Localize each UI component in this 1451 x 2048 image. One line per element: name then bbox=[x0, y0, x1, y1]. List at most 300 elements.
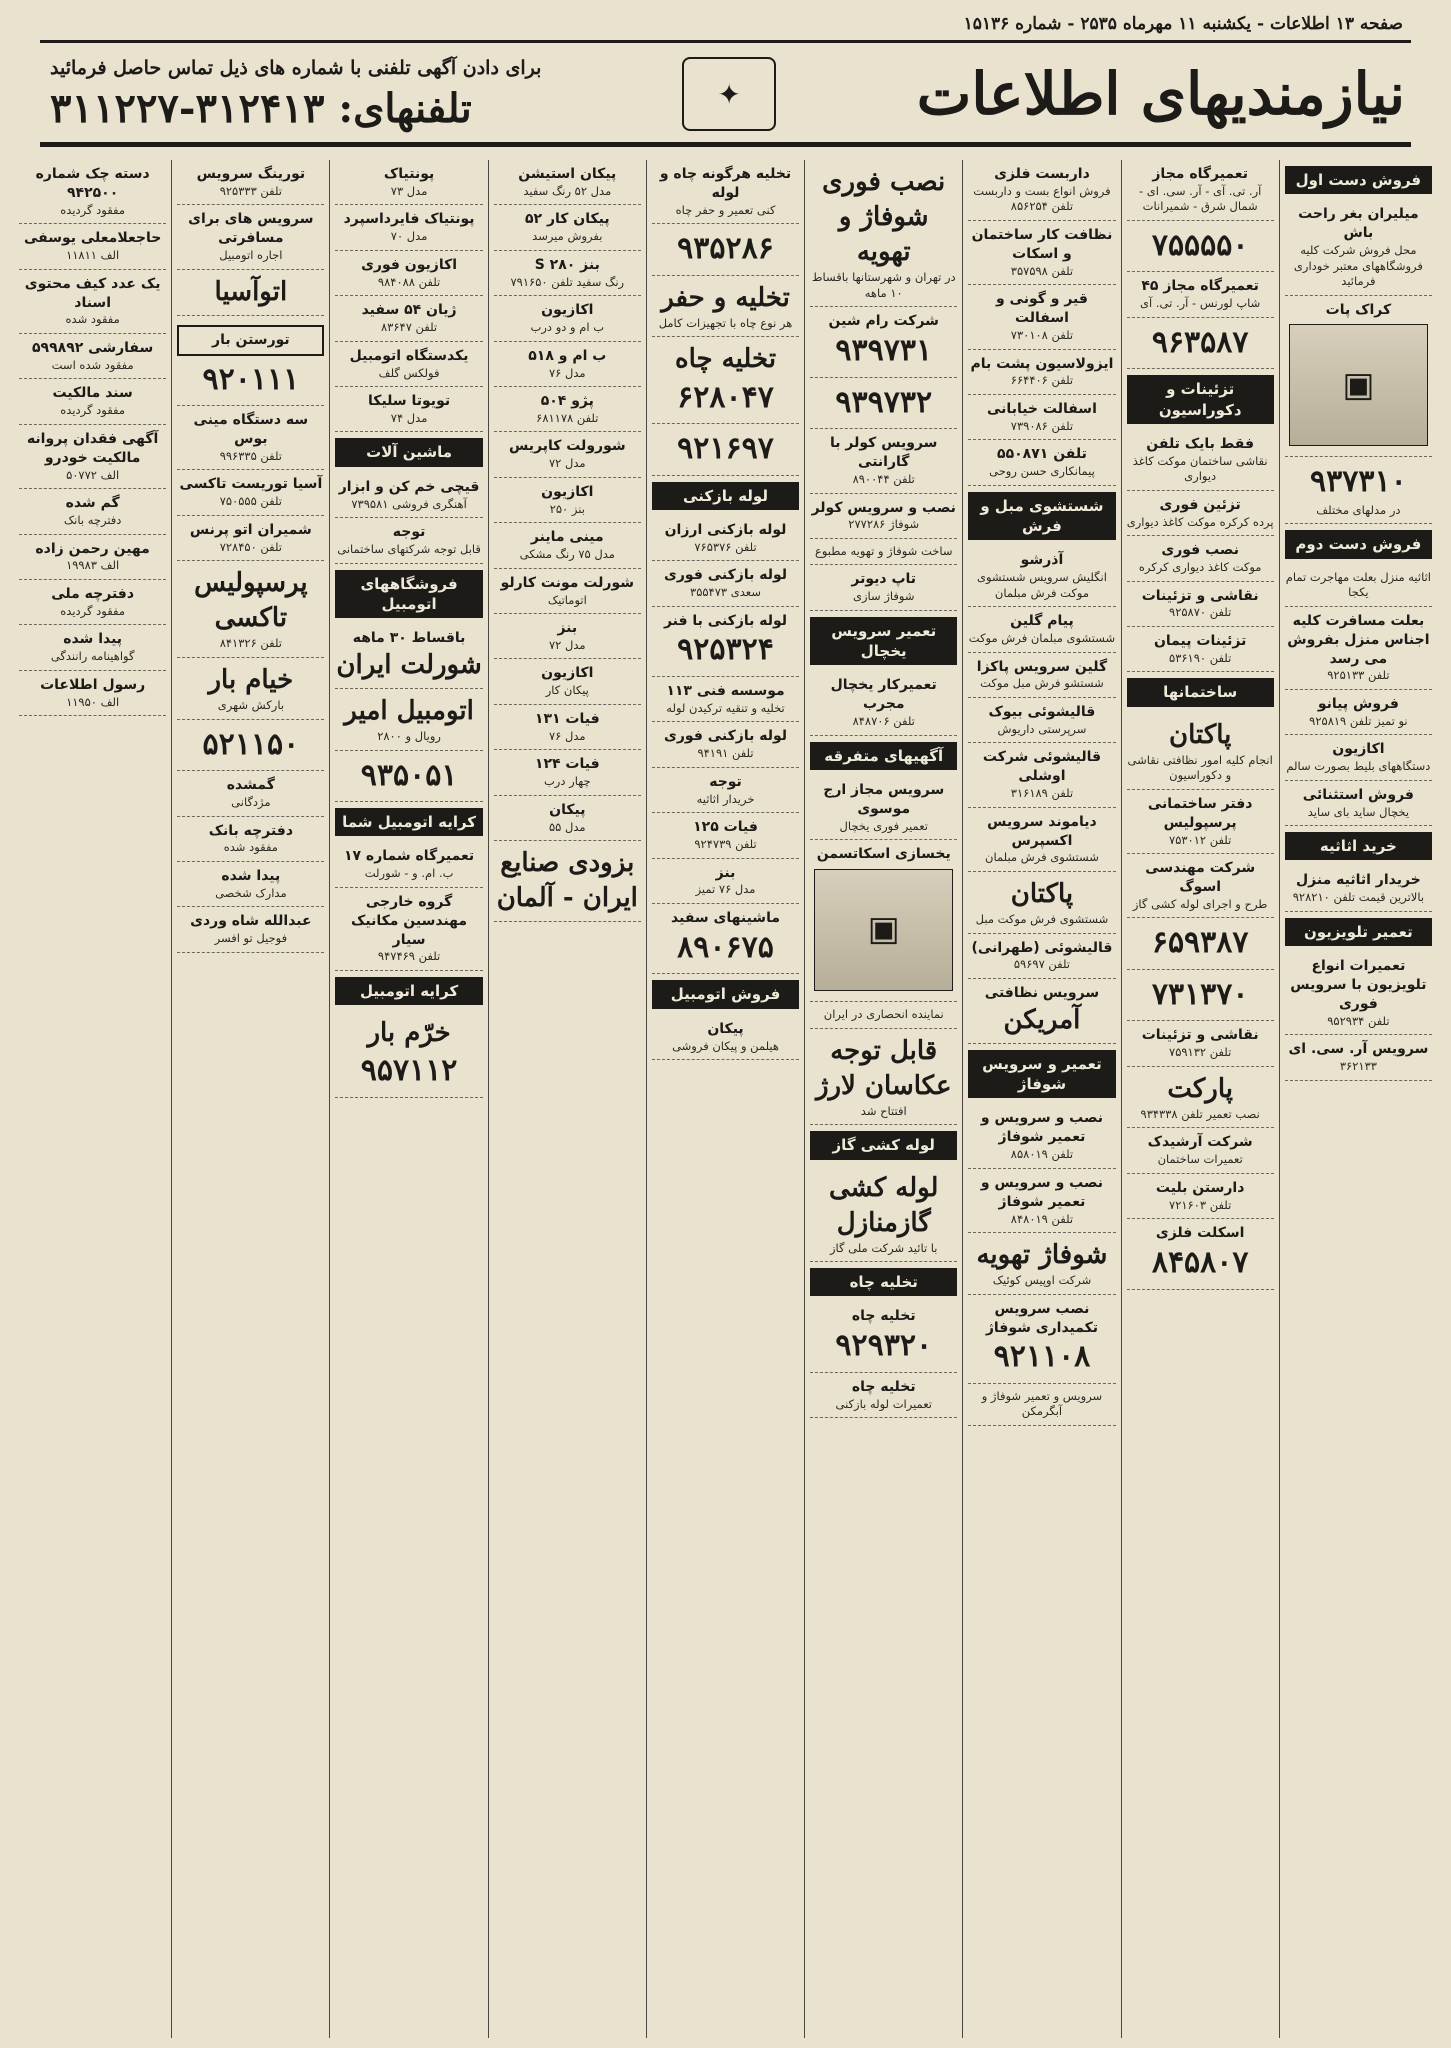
classified-ad bbox=[1127, 713, 1274, 790]
ad-phone-number: ۹۳۹۷۳۱ bbox=[835, 333, 933, 369]
boxed-ad-title: تورستن بار bbox=[177, 325, 324, 356]
ad-body: تلفن ۹۲۵۱۳۳ bbox=[1327, 668, 1390, 683]
ad-title: پیکان استیشن bbox=[518, 166, 617, 182]
product-image-icon: ▣ bbox=[1289, 324, 1428, 446]
ad-body: شوفاژ سازی bbox=[852, 589, 915, 604]
ad-body: مفقود شده bbox=[65, 312, 120, 327]
ad-title: تلفن ۵۵۰۸۷۱ bbox=[997, 446, 1087, 463]
ad-title: پیکان bbox=[549, 801, 586, 818]
ad-title: اسفالت خیابانی bbox=[987, 400, 1097, 417]
ad-body: شوفاژ ۲۷۷۲۸۶ bbox=[848, 517, 920, 532]
ad-title: پیام گلین bbox=[1010, 613, 1074, 630]
ad-headline: شوفاژ تهویه bbox=[976, 1240, 1108, 1271]
ad-title: گمشده bbox=[226, 777, 275, 794]
ad-body: نماینده انحصاری در ایران bbox=[823, 1007, 944, 1022]
classified-ad bbox=[177, 160, 324, 205]
ad-body: کنی تعمیر و حفر چاه bbox=[675, 202, 776, 217]
classified-ad bbox=[1285, 690, 1432, 735]
classified-ad bbox=[335, 518, 482, 563]
ad-title: یکدستگاه اتومبیل bbox=[349, 347, 469, 364]
ad-body: مدل ۵۲ رنگ سفید bbox=[523, 183, 612, 198]
classified-ad bbox=[968, 1233, 1115, 1295]
ad-title: آگهی فقدان پروانه مالکیت خودرو bbox=[26, 430, 159, 466]
ad-title: حاجعلامعلی یوسفی bbox=[23, 230, 162, 247]
classified-ad bbox=[494, 659, 641, 704]
ad-body: تعمیر فوری یخچال bbox=[839, 818, 928, 833]
phones-numbers: تلفنهای: ۳۱۲۴۱۳-۳۱۱۲۲۷ bbox=[50, 84, 472, 132]
ad-body: انگلیش سرویس شستشوی موکت فرش مبلمان bbox=[976, 570, 1107, 600]
classified-ad bbox=[494, 160, 641, 205]
classified-ad bbox=[335, 251, 482, 296]
classified-ad bbox=[335, 296, 482, 341]
classified-ad bbox=[177, 316, 324, 406]
ad-body: شاپ لورنس - آر. تی. آی bbox=[1140, 296, 1261, 311]
ad-title: توجه bbox=[709, 773, 742, 790]
masthead-title: نیازمندیهای اطلاعات bbox=[916, 60, 1405, 128]
ad-title: توجه bbox=[392, 524, 426, 541]
classified-ad bbox=[1127, 1128, 1274, 1173]
classified-ad bbox=[810, 1029, 957, 1126]
section-header: فروشگاههای اتومبیل bbox=[335, 570, 482, 619]
section-header: لوله بازکنی bbox=[652, 482, 799, 510]
ad-body: تلفن ۳۵۷۵۹۸ bbox=[1010, 263, 1074, 278]
classified-ad bbox=[177, 862, 324, 907]
ad-title: پیدا شده bbox=[221, 867, 281, 884]
classified-ad bbox=[968, 350, 1115, 395]
classified-columns bbox=[14, 160, 1437, 2038]
ad-title: گروه خارجی مهندسین مکانیک سیار bbox=[351, 893, 468, 948]
ad-body: تلفن ۹۸۴۰۸۸ bbox=[377, 274, 441, 289]
classified-ad bbox=[1127, 854, 1274, 918]
ad-headline: پاکتان bbox=[1168, 719, 1232, 750]
classified-ad bbox=[494, 750, 641, 795]
classified-ad bbox=[177, 658, 324, 720]
ad-body: تلفن ۷۵۰۵۵۵ bbox=[219, 494, 283, 509]
ad-body: تلفن ۹۴۷۴۶۹ bbox=[377, 949, 441, 964]
ad-body: پیمانکاری حسن روحی bbox=[989, 464, 1095, 479]
classified-ad bbox=[1127, 1174, 1274, 1219]
classified-ad bbox=[19, 535, 166, 580]
ad-body: محل فروش شرکت کلیه فروشگاههای معتبر خوداری فرمائید bbox=[1293, 243, 1423, 289]
classified-ad bbox=[652, 768, 799, 813]
ad-phone-number: ۷۵۵۵۵۰ bbox=[1151, 227, 1249, 263]
classified-ad bbox=[494, 342, 641, 387]
ad-headline: خیام بار bbox=[208, 665, 294, 695]
ad-headline: اتوآسیا bbox=[214, 276, 288, 307]
ad-phone-number: ۹۳۵۰۵۱ bbox=[360, 757, 458, 793]
ad-title: اکازیون فوری bbox=[361, 256, 458, 273]
ad-body: در تهران و شهرستانها باقساط ۱۰ ماهه bbox=[811, 270, 956, 300]
ad-body: فولکس گلف bbox=[378, 365, 440, 380]
classified-ad bbox=[1127, 491, 1274, 536]
masthead bbox=[40, 46, 1411, 147]
classified-ad bbox=[968, 546, 1115, 607]
classified-ad bbox=[335, 473, 482, 518]
classified-ad bbox=[652, 337, 799, 424]
ad-title: تعمیرگاه شماره ۱۷ bbox=[343, 848, 475, 865]
ad-title: نصب فوری bbox=[1161, 542, 1239, 559]
ad-body: ب. ام. و - شورلت bbox=[364, 866, 454, 881]
ad-title: پونتیاک bbox=[383, 166, 435, 182]
classified-ad bbox=[968, 160, 1115, 221]
ad-body: مفقود گردیده bbox=[60, 603, 125, 618]
ad-body: مدل ۷۰ bbox=[390, 229, 428, 244]
column-1 bbox=[1279, 160, 1437, 2038]
ad-body: الف ۱۹۹۸۳ bbox=[66, 558, 120, 573]
ad-body: فروش انواع بست و داربست تلفن ۸۵۶۲۵۴ bbox=[973, 183, 1111, 214]
column-2 bbox=[1121, 160, 1279, 2038]
column-8 bbox=[171, 160, 329, 2038]
ad-title: تخلیه چاه bbox=[851, 1308, 916, 1325]
classified-ad bbox=[1285, 565, 1432, 607]
ad-title: نصب و سرویس کولر bbox=[811, 499, 956, 516]
classified-ad bbox=[810, 1373, 957, 1418]
classified-ad bbox=[1127, 582, 1274, 627]
ad-headline: آمریکن bbox=[1003, 1004, 1081, 1035]
ad-body: تلفن ۹۲۴۷۳۹ bbox=[694, 837, 757, 852]
ad-title: شرکت رام شین bbox=[828, 313, 939, 330]
ad-body: نصب تعمیر تلفن ۹۳۴۳۳۸ bbox=[1140, 1106, 1260, 1121]
section-header: تعمیر سرویس یخچال bbox=[810, 617, 957, 666]
ad-title: دارستن بلیت bbox=[1155, 1179, 1245, 1196]
ad-title: تخلیه هرگونه چاه و لوله bbox=[659, 166, 792, 201]
classified-ad bbox=[494, 614, 641, 659]
ad-body: پیکان کار bbox=[545, 683, 589, 698]
ad-body: تلفن ۸۳۶۴۷ bbox=[381, 320, 438, 335]
ad-phone-number: ۷۳۱۳۷۰ bbox=[1151, 976, 1249, 1012]
ad-phone-number: ۹۵۷۱۱۲ bbox=[360, 1053, 458, 1089]
ad-body: شستشو فرش مبل موکت bbox=[980, 676, 1104, 691]
classified-ad bbox=[335, 387, 482, 432]
classified-ad bbox=[968, 743, 1115, 807]
ad-title: اکازیون bbox=[541, 302, 594, 319]
classified-ad bbox=[652, 607, 799, 677]
ad-phone-number: ۸۹۰۶۷۵ bbox=[677, 929, 774, 965]
classified-ad bbox=[1127, 790, 1274, 854]
ad-body: اثاثیه منزل بعلت مهاجرت تمام یکجا bbox=[1285, 569, 1432, 600]
ad-body: بفروش میرسد bbox=[532, 229, 603, 244]
ad-body: مژدگانی bbox=[231, 795, 271, 809]
ad-title: ب ام و ۵۱۸ bbox=[528, 347, 607, 364]
column-3 bbox=[962, 160, 1120, 2038]
classified-ad bbox=[968, 698, 1115, 743]
classified-ad bbox=[652, 276, 799, 338]
masthead-phones bbox=[40, 57, 541, 132]
ad-title: تزئین فوری bbox=[1159, 496, 1241, 513]
ad-body: مدل ۷۵ رنگ مشکی bbox=[519, 547, 615, 562]
ad-title: تعمیرگاه مجاز bbox=[1152, 166, 1248, 182]
ad-body: موکت کاغذ دیواری کرکره bbox=[1138, 560, 1262, 575]
ad-headline: پارکت bbox=[1167, 1073, 1233, 1104]
ad-title: قالیشوئی بیوک bbox=[988, 703, 1096, 720]
classified-ad bbox=[968, 1384, 1115, 1426]
ad-body: تلفن ۸۴۱۳۲۶ bbox=[219, 636, 283, 651]
classified-ad bbox=[968, 1169, 1115, 1233]
classified-ad bbox=[19, 334, 166, 379]
ad-title: سرویس آر. سی. ای bbox=[1288, 1041, 1429, 1058]
classified-ad bbox=[652, 722, 799, 767]
classified-ad bbox=[1127, 970, 1274, 1022]
classified-ad bbox=[652, 677, 799, 722]
classified-ad bbox=[810, 840, 957, 1002]
classified-ad bbox=[494, 569, 641, 614]
ad-body: دفترچه بانک bbox=[63, 513, 122, 527]
ad-body: تخلیه و تنقیه ترکیدن لوله bbox=[666, 700, 785, 715]
ad-title: سرویس های برای مسافرتی bbox=[188, 211, 314, 247]
ad-body: تلفن ۹۲۵۸۷۰ bbox=[1169, 605, 1232, 620]
classified-ad bbox=[1127, 627, 1274, 672]
ad-title: فقط بایک تلفن bbox=[1146, 435, 1255, 452]
ad-body: تلفن ۷۲۱۶۰۳ bbox=[1169, 1197, 1232, 1212]
classified-ad bbox=[810, 1302, 957, 1372]
ad-body: سعدی ۳۵۵۴۷۳ bbox=[690, 585, 761, 600]
classified-ad bbox=[19, 270, 166, 334]
ad-body: چهار درب bbox=[543, 774, 591, 789]
classified-ad bbox=[177, 406, 324, 470]
ad-title: بعلت مسافرت کلیه اجناس منزل بفروش می رسد bbox=[1287, 612, 1430, 667]
ad-title: نصب و سرویس و تعمیر شوفاژ bbox=[980, 1174, 1104, 1210]
ad-title: آذرشو bbox=[1020, 552, 1064, 569]
ad-title: سرویس مجاز ارج موسوی bbox=[823, 781, 945, 817]
ad-title: تعمیرگاه مجاز ۴۵ bbox=[1141, 278, 1259, 295]
ad-body: تلفن ۵۹۶۹۷ bbox=[1013, 957, 1071, 972]
ad-title: دیاموند سرویس اکسپرس bbox=[987, 813, 1097, 849]
ad-headline: قابل توجه عکاسان لارژ bbox=[815, 1035, 952, 1101]
classified-ad bbox=[652, 160, 799, 224]
classified-ad bbox=[494, 478, 641, 523]
ad-body: گواهینامه رانندگی bbox=[50, 649, 135, 664]
ad-title: دفترچه ملی bbox=[51, 585, 135, 602]
classified-ad bbox=[494, 205, 641, 250]
classified-ad bbox=[494, 296, 641, 341]
ad-body: بارکش شهری bbox=[217, 698, 285, 713]
ad-body: تلفن ۸۵۸۰۱۹ bbox=[1010, 1147, 1074, 1162]
classified-ad bbox=[1127, 430, 1274, 491]
ad-phone-number: ۶۵۹۳۸۷ bbox=[1151, 925, 1249, 961]
classified-ad bbox=[1285, 296, 1432, 458]
ad-body: سرپرستی داریوش bbox=[997, 721, 1087, 736]
classified-ad bbox=[968, 221, 1115, 285]
ad-body: رویال و ۲۸۰۰ bbox=[377, 729, 441, 744]
classified-ad bbox=[335, 888, 482, 971]
classified-ad bbox=[1285, 952, 1432, 1035]
ad-phone-number: ۶۲۸۰۴۷ bbox=[677, 379, 774, 415]
classified-ad bbox=[494, 387, 641, 432]
ad-title: سه دستگاه مینی بوس bbox=[193, 412, 309, 448]
classified-ad bbox=[968, 285, 1115, 349]
ad-phone-number: ۹۲۱۱۰۸ bbox=[993, 1339, 1091, 1375]
section-header: تخلیه چاه bbox=[810, 1268, 957, 1296]
ad-body: تلفن ۷۵۳۰۱۲ bbox=[1169, 832, 1232, 847]
classified-ad bbox=[1127, 318, 1274, 370]
ad-title: آسیا توریست تاکسی bbox=[179, 476, 323, 493]
ad-body: تلفن ۳۱۶۱۸۹ bbox=[1010, 786, 1074, 801]
ad-headline: نصب فوری شوفاژ و تهویه bbox=[822, 167, 946, 268]
ad-phone-number: ۹۲۰۱۱۱ bbox=[202, 361, 300, 397]
ad-title: قالیشوئی (طهرانی) bbox=[971, 939, 1113, 956]
emblem-icon: ✦ bbox=[682, 57, 776, 131]
ad-body: قابل توجه شرکتهای ساختمانی bbox=[337, 541, 481, 556]
classified-ad bbox=[494, 796, 641, 841]
classified-ad bbox=[968, 653, 1115, 698]
ad-title: قیچی خم کن و ابزار bbox=[338, 478, 480, 495]
ad-body: مدل ۷۶ bbox=[549, 365, 586, 380]
classified-ad bbox=[1285, 200, 1432, 295]
ad-title: پژو ۵۰۴ bbox=[540, 393, 594, 410]
ad-body: مدل ۵۵ bbox=[549, 819, 586, 834]
ad-title: عبدالله شاه وردی bbox=[190, 913, 312, 930]
classified-ad bbox=[652, 904, 799, 974]
classified-ad bbox=[335, 842, 482, 887]
ad-body: نو تمیز تلفن ۹۲۵۸۱۹ bbox=[1309, 713, 1408, 728]
ad-title: یخسازی اسکاتسمن bbox=[816, 846, 951, 863]
ad-title: نصب و سرویس و تعمیر شوفاژ bbox=[980, 1110, 1104, 1146]
ad-body: هیلمن و پیکان فروشی bbox=[672, 1038, 779, 1053]
classified-ad bbox=[1127, 221, 1274, 273]
classified-ad bbox=[968, 395, 1115, 440]
classified-ad bbox=[968, 607, 1115, 652]
ad-phone-number: ۹۲۵۳۲۴ bbox=[677, 632, 774, 668]
classified-ad bbox=[968, 934, 1115, 979]
classified-ad bbox=[1127, 536, 1274, 581]
classified-ad bbox=[1127, 1067, 1274, 1129]
ad-body: ۳۶۲۱۳۳ bbox=[1339, 1059, 1377, 1074]
section-header: ساختمانها bbox=[1127, 678, 1274, 706]
ad-title: تاپ دیوتر bbox=[851, 571, 917, 588]
ad-body: پرده کرکره موکت کاغذ دیواری bbox=[1126, 514, 1274, 529]
ad-body: انجام کلیه امور نظافتی نقاشی و دکوراسیون bbox=[1127, 752, 1273, 783]
ad-body: افتتاح شد bbox=[860, 1103, 907, 1118]
ad-title: ماشینهای سفید bbox=[671, 909, 780, 926]
ad-title: نقاشی و تزئینات bbox=[1141, 1027, 1259, 1044]
ad-title: لوله بازکنی فوری bbox=[664, 567, 787, 584]
ad-body: یخچال ساید بای ساید bbox=[1307, 804, 1410, 819]
ad-body: تلفن ۷۳۹۰۸۶ bbox=[1010, 418, 1074, 433]
column-5 bbox=[646, 160, 804, 2038]
ad-body: الف ۵۰۷۷۲ bbox=[66, 467, 120, 482]
ad-title: تویوتا سلیکا bbox=[368, 393, 451, 410]
ad-body: تلفن ۷۵۹۱۳۲ bbox=[1169, 1045, 1232, 1060]
classified-ad bbox=[810, 1166, 957, 1263]
ad-title: سند مالکیت bbox=[52, 385, 133, 402]
ad-body: شستشوی مبلمان فرش موکت bbox=[968, 631, 1116, 646]
classified-ad bbox=[1285, 735, 1432, 780]
ad-body: تلفن ۷۶۵۳۷۶ bbox=[694, 539, 757, 554]
ad-body: تلفن ۷۳۰۱۰۸ bbox=[1010, 328, 1074, 342]
column-6 bbox=[488, 160, 646, 2038]
classified-ad bbox=[810, 1002, 957, 1029]
classified-ad bbox=[1285, 866, 1432, 911]
classified-ad bbox=[494, 432, 641, 477]
ad-title: سفارشی ۵۹۹۸۹۲ bbox=[32, 340, 154, 356]
classified-ad bbox=[810, 776, 957, 840]
ad-body: آهنگری فروشی ۷۳۹۵۸۱ bbox=[351, 496, 467, 511]
classified-ad bbox=[1127, 1021, 1274, 1066]
ad-title: یک عدد کیف محتوی اسناد bbox=[24, 275, 161, 311]
ad-headline: تخلیه چاه bbox=[674, 344, 777, 375]
classified-ad bbox=[177, 470, 324, 515]
ad-body: رنگ سفید تلفن ۷۹۱۶۵۰ bbox=[510, 274, 625, 289]
classified-ad bbox=[968, 1295, 1115, 1384]
ad-title: بنز bbox=[715, 864, 736, 881]
ad-headline: اتومبیل امیر bbox=[344, 695, 474, 726]
classified-ad bbox=[335, 342, 482, 387]
ad-title: سرویس نظافتی bbox=[984, 984, 1100, 1001]
classified-ad bbox=[177, 561, 324, 658]
classified-ad bbox=[494, 523, 641, 568]
ad-body: مدل ۷۴ bbox=[390, 410, 428, 425]
classified-ad bbox=[968, 872, 1115, 934]
ad-title: شرکت مهندسی اسوگ bbox=[1145, 860, 1256, 895]
ad-title: داربست فلزی bbox=[994, 166, 1090, 182]
page-header-line: صفحه ۱۳ اطلاعات - یکشنبه ۱۱ مهرماه ۲۵۳۵ - شماره ۱۵۱۳۶ bbox=[40, 8, 1411, 43]
ad-title: مهین رحمن زاده bbox=[35, 540, 150, 557]
section-header: فروش دست اول bbox=[1285, 166, 1432, 194]
ad-title: دفترچه بانک bbox=[208, 822, 294, 839]
classified-ad bbox=[652, 561, 799, 606]
ad-body: مدل ۷۲ bbox=[549, 456, 586, 471]
ad-body: شرکت اوپیس کوئیک bbox=[992, 1273, 1092, 1288]
ad-body: تلفن ۹۵۲۹۳۴ bbox=[1327, 1013, 1390, 1028]
classified-ad bbox=[652, 1015, 799, 1060]
classified-ad bbox=[1285, 457, 1432, 524]
classified-ad bbox=[810, 160, 957, 307]
classified-ad bbox=[19, 580, 166, 625]
ad-body: مفقود گردیده bbox=[60, 202, 125, 217]
ad-title: رسول اطلاعات bbox=[40, 676, 146, 693]
ad-body: مدل ۷۶ bbox=[549, 728, 586, 743]
ad-body: بالاترین قیمت تلفن ۹۲۸۲۱۰ bbox=[1292, 890, 1425, 905]
ad-title: فیات ۱۲۴ bbox=[534, 756, 600, 773]
classified-ad bbox=[335, 160, 482, 205]
classified-ad bbox=[335, 689, 482, 751]
ad-title: کراک پات bbox=[1325, 301, 1392, 318]
classified-ad bbox=[177, 907, 324, 952]
ad-body: ب ام و دو درب bbox=[530, 320, 605, 335]
ad-body: سرویس و تعمیر شوفاژ و آبگرمکن bbox=[981, 1388, 1103, 1419]
classified-ad bbox=[1127, 160, 1274, 221]
classified-ad bbox=[335, 205, 482, 250]
ad-phone-number: ۵۲۱۱۵۰ bbox=[202, 726, 300, 762]
ad-title: تزئینات پیمان bbox=[1153, 632, 1247, 649]
ad-phone-number: ۹۳۷۳۱۰ bbox=[1310, 464, 1407, 500]
ad-body: شستشوی فرش مبلمان bbox=[985, 850, 1099, 865]
ad-title: قالیشوئی شرکت اوشلی bbox=[982, 749, 1102, 785]
ad-title: بنز bbox=[557, 620, 578, 637]
ad-title: نظافت کار ساختمان و اسکات bbox=[971, 226, 1113, 262]
classified-ad bbox=[19, 379, 166, 424]
classified-ad bbox=[177, 817, 324, 862]
ad-title: شرکت آرشیدک bbox=[1147, 1134, 1253, 1151]
classified-ad bbox=[494, 841, 641, 922]
classified-ad bbox=[810, 429, 957, 493]
ad-body: تعمیرات لوله بازکنی bbox=[835, 1396, 932, 1411]
classified-ad bbox=[494, 705, 641, 750]
classified-ad bbox=[968, 808, 1115, 872]
section-header: شستشوی مبل و فرش bbox=[968, 492, 1115, 541]
ad-body: تلفن ۵۳۶۱۹۰ bbox=[1169, 650, 1232, 665]
ad-phone-number: ۹۳۹۷۳۲ bbox=[835, 384, 933, 420]
ad-body: بنز ۲۵۰ bbox=[549, 501, 585, 516]
classified-ad bbox=[810, 539, 957, 566]
ad-body: تلفن ۸۹۰۰۴۴ bbox=[852, 471, 915, 486]
ad-body: اجاره اتومبیل bbox=[219, 248, 283, 263]
column-7 bbox=[329, 160, 487, 2038]
ad-title: قیر و گونی و اسفالت bbox=[995, 291, 1088, 327]
ad-body: مدل ۷۶ تمیز bbox=[695, 882, 756, 897]
classified-ad bbox=[335, 1011, 482, 1098]
ad-title: نصب سرویس تکمیداری شوفاژ bbox=[985, 1300, 1099, 1336]
